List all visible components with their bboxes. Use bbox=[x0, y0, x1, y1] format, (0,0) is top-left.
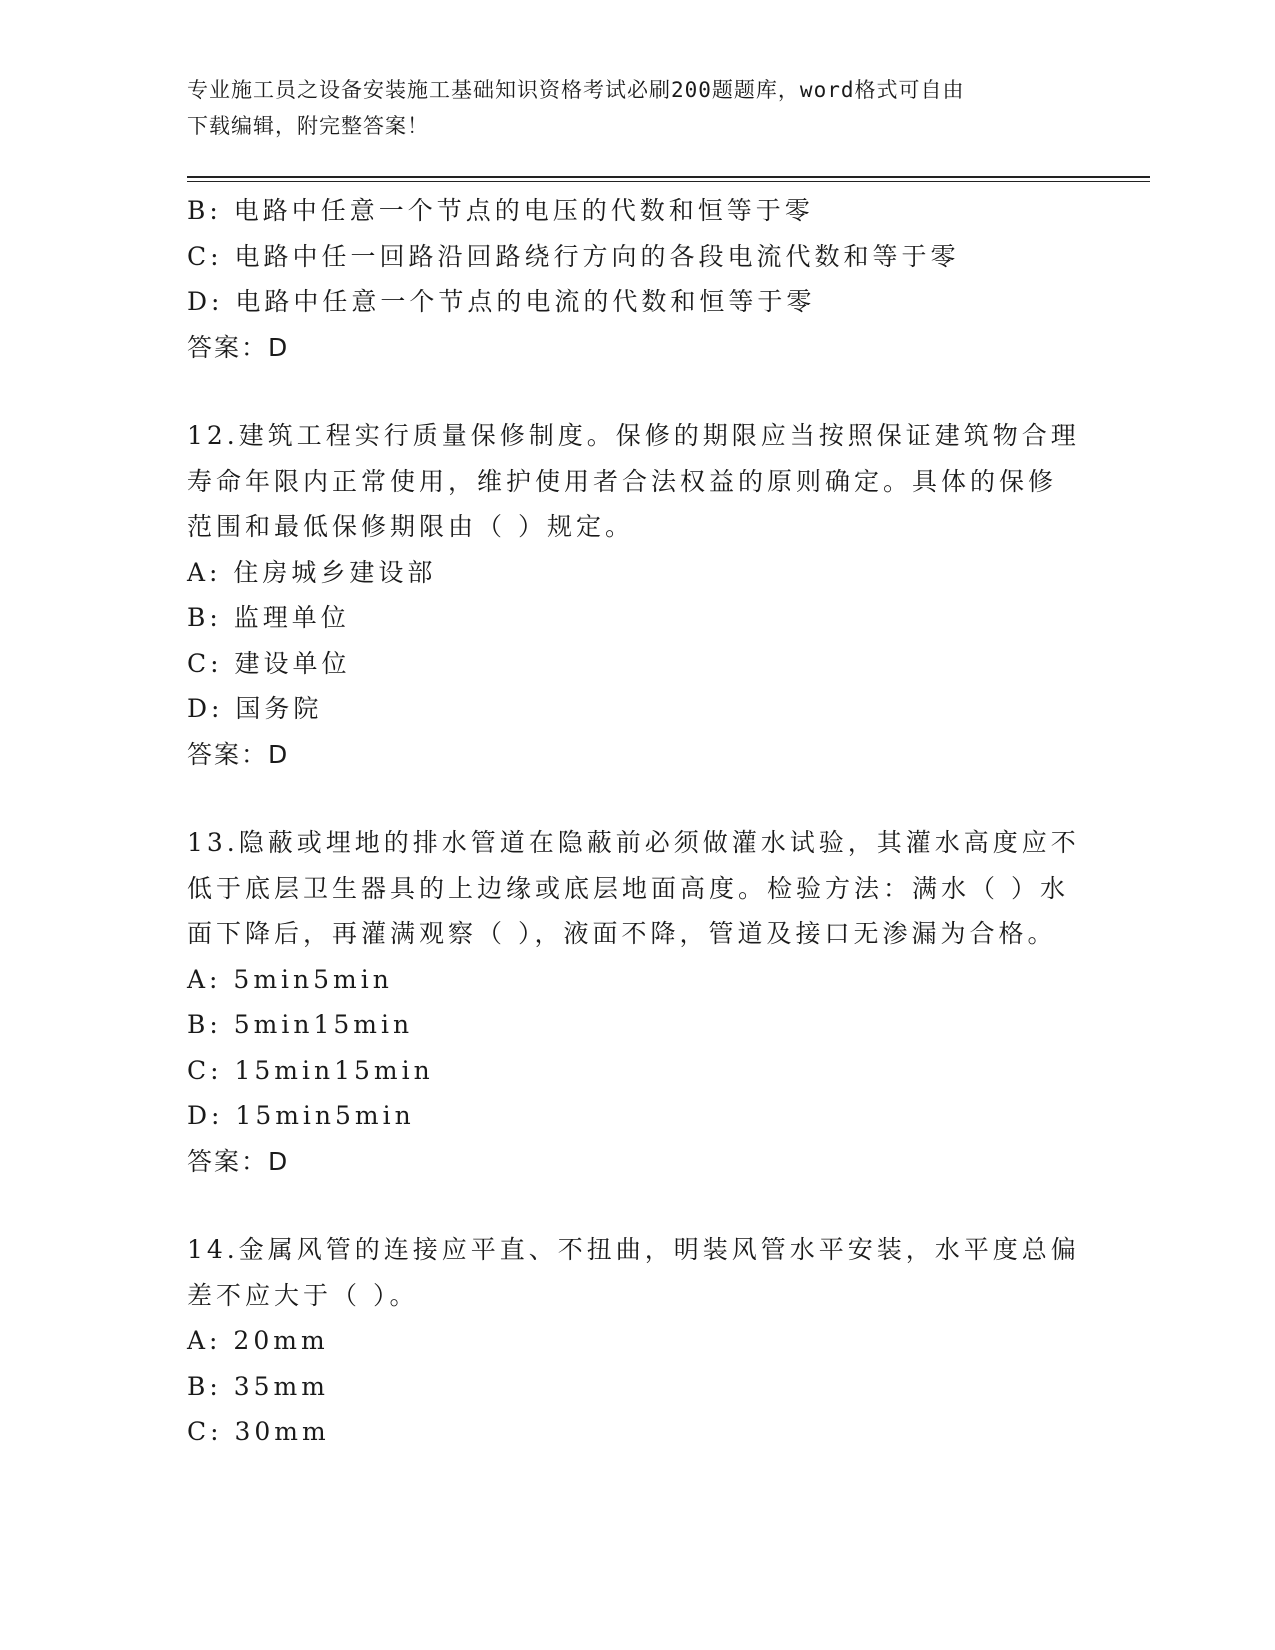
option-a: A: 5min5min bbox=[187, 964, 393, 994]
option-b: B: 监理单位 bbox=[187, 603, 350, 632]
question-spacer bbox=[187, 1184, 1087, 1227]
question-stem-line: 寿命年限内正常使用，维护使用者合法权益的原则确定。具体的保修 bbox=[187, 466, 1058, 496]
option-c: C: 电路中任一回路沿回路绕行方向的各段电流代数和等于零 bbox=[187, 241, 960, 271]
question-list bbox=[187, 188, 1087, 1455]
answer: 答案：D bbox=[187, 739, 290, 769]
header-divider-thin bbox=[187, 181, 1150, 182]
option-c: C: 15min15min bbox=[187, 1055, 434, 1085]
answer: 答案：D bbox=[187, 332, 290, 362]
question-stem-line: 范围和最低保修期限由（ ）规定。 bbox=[187, 512, 634, 541]
question-13 bbox=[187, 820, 1087, 1184]
header-title-line-2: 下载编辑，附完整答案！ bbox=[187, 114, 429, 138]
question-stem-line: 13.隐蔽或埋地的排水管道在隐蔽前必须做灌水试验，其灌水高度应不 bbox=[187, 828, 1080, 857]
question-stem-line: 面下降后，再灌满观察（ ），液面不降，管道及接口无渗漏为合格。 bbox=[187, 919, 1057, 948]
question-spacer bbox=[187, 777, 1087, 820]
question-stem-line: 差不应大于（ ）。 bbox=[187, 1280, 419, 1310]
option-b: B: 5min15min bbox=[187, 1010, 414, 1039]
option-d: D: 15min5min bbox=[187, 1101, 415, 1130]
option-c: C: 建设单位 bbox=[187, 648, 351, 678]
option-d: D: 电路中任意一个节点的电流的代数和恒等于零 bbox=[187, 287, 816, 316]
question-stem-line: 12.建筑工程实行质量保修制度。保修的期限应当按照保证建筑物合理 bbox=[187, 421, 1080, 450]
question-14 bbox=[187, 1227, 1087, 1455]
document-header bbox=[187, 72, 1067, 144]
question-11-tail bbox=[187, 188, 1087, 370]
header-divider-thick bbox=[187, 176, 1150, 178]
option-a: A: 住房城乡建设部 bbox=[187, 557, 437, 587]
question-spacer bbox=[187, 370, 1087, 413]
option-a: A: 20mm bbox=[187, 1326, 329, 1355]
question-12 bbox=[187, 413, 1087, 777]
question-stem-line: 14.金属风管的连接应平直、不扭曲，明装风管水平安装，水平度总偏 bbox=[187, 1235, 1080, 1264]
option-d: D: 国务院 bbox=[187, 694, 323, 723]
question-stem-line: 低于底层卫生器具的上边缘或底层地面高度。检验方法：满水（ ）水 bbox=[187, 873, 1069, 903]
header-title-line-1: 专业施工员之设备安装施工基础知识资格考试必刷200题题库，word格式可自由 bbox=[187, 78, 965, 102]
option-b: B: 电路中任意一个节点的电压的代数和恒等于零 bbox=[187, 196, 814, 225]
answer: 答案：D bbox=[187, 1146, 290, 1176]
option-c: C: 30mm bbox=[187, 1417, 330, 1446]
option-b: B: 35mm bbox=[187, 1371, 329, 1401]
